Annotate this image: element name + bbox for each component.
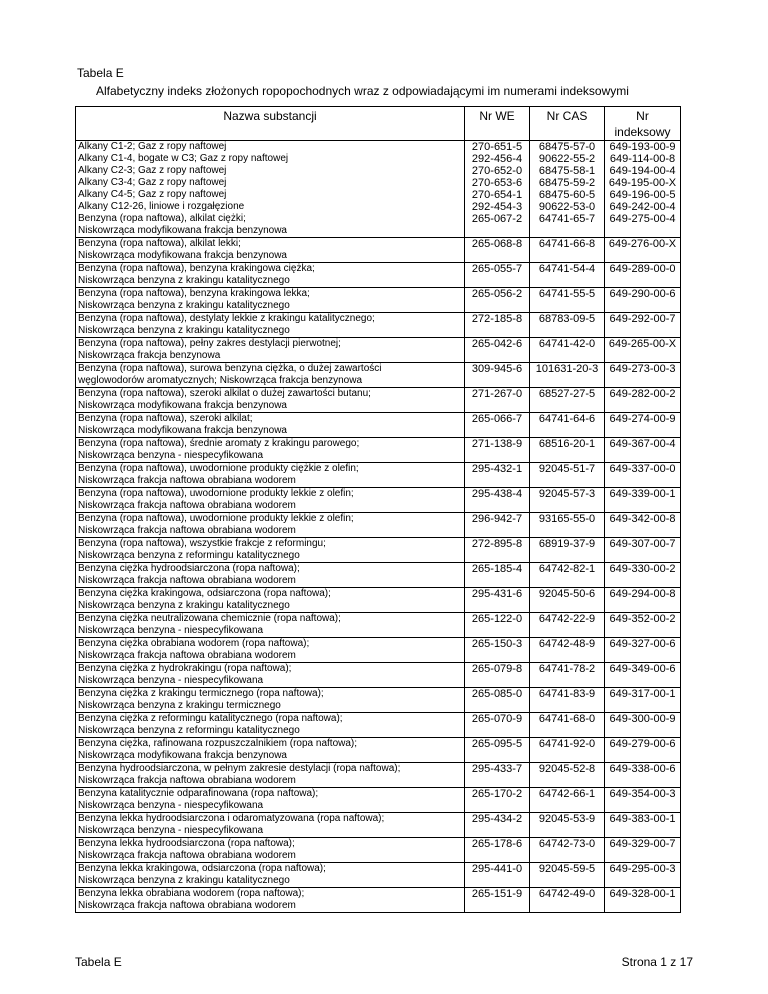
substance-name-cell <box>76 563 465 588</box>
ec-number: 265-055-7 <box>465 263 530 288</box>
substance-name: Benzyna (ropa naftowa), uwodornione produkty lekkie z olefin; <box>78 488 354 499</box>
substance-category: Niskowrząca benzyna - niespecyfikowana <box>78 450 264 461</box>
ec-number: 265-170-2 <box>465 788 530 813</box>
substance-name-cell <box>76 313 465 338</box>
substance-category: Niskowrząca frakcja naftowa obrabiana wodorem <box>78 575 296 586</box>
index-number: 649-242-00-4 <box>609 201 676 213</box>
cas-number: 64741-55-5 <box>530 288 605 313</box>
substance-name: Benzyna katalitycznie odparafinowana (ropa naftowa); <box>78 788 319 799</box>
cas-number: 92045-53-9 <box>530 813 605 838</box>
index-number: 649-194-00-4 <box>609 165 676 177</box>
ec-number: 265-185-4 <box>465 563 530 588</box>
substance-category: Niskowrząca benzyna - niespecyfikowana <box>78 625 264 636</box>
substance-name-cell <box>76 638 465 663</box>
substance-name: Benzyna ciężka, rafinowana rozpuszczalnikiem (ropa naftowa); <box>78 738 358 749</box>
cas-number: 64742-66-1 <box>530 788 605 813</box>
substance-name: Alkany C1-2; Gaz z ropy naftowej <box>78 141 227 152</box>
table-row <box>76 488 681 513</box>
ec-number: 265-056-2 <box>465 288 530 313</box>
substance-category: Niskowrząca benzyna - niespecyfikowana <box>78 825 264 836</box>
substance-name-cell <box>76 488 465 513</box>
index-number: 649-327-00-6 <box>605 638 681 663</box>
substance-category: Niskowrząca frakcja naftowa obrabiana wodorem <box>78 650 296 661</box>
table-row <box>76 238 681 263</box>
index-number: 649-290-00-6 <box>605 288 681 313</box>
ec-number-cell <box>465 141 530 238</box>
ec-number: 265-042-6 <box>465 338 530 363</box>
substance-name-cell <box>76 463 465 488</box>
ec-number: 295-433-7 <box>465 763 530 788</box>
substance-name-cell <box>76 888 465 913</box>
cas-number: 64741-65-7 <box>538 213 596 225</box>
ec-number: 265-066-7 <box>465 413 530 438</box>
cas-number: 64742-48-9 <box>530 638 605 663</box>
cas-number: 68475-59-2 <box>538 177 596 189</box>
table-header-row <box>76 107 681 141</box>
index-number: 649-352-00-2 <box>605 613 681 638</box>
substance-name-cell <box>76 141 465 238</box>
substance-category: Niskowrząca benzyna z reformingu katalitycznego <box>78 725 300 736</box>
index-number: 649-339-00-1 <box>605 488 681 513</box>
substance-name: Benzyna lekka krakingowa, odsiarczona (ropa naftowa); <box>78 863 326 874</box>
substance-name-cell <box>76 713 465 738</box>
substance-category: Niskowrząca benzyna z krakingu termicznego <box>78 700 281 711</box>
substance-category: Niskowrząca frakcja naftowa obrabiana wodorem <box>78 900 296 911</box>
substance-category: Niskowrząca modyfikowana frakcja benzynowa <box>78 250 287 261</box>
ec-number: 265-095-5 <box>465 738 530 763</box>
ec-number: 295-432-1 <box>465 463 530 488</box>
table-row <box>76 838 681 863</box>
table-row <box>76 388 681 413</box>
substance-name: Alkany C4-5; Gaz z ropy naftowej <box>78 189 227 200</box>
cas-number: 64742-22-9 <box>530 613 605 638</box>
substance-name-cell <box>76 613 465 638</box>
ec-number: 265-150-3 <box>465 638 530 663</box>
table-row <box>76 288 681 313</box>
table-row <box>76 613 681 638</box>
substance-name: Benzyna (ropa naftowa), szeroki alkilat; <box>78 413 253 424</box>
ec-number: 265-085-0 <box>465 688 530 713</box>
substance-name-cell <box>76 588 465 613</box>
substance-name-cell <box>76 538 465 563</box>
substance-name: Alkany C3-4; Gaz z ropy naftowej <box>78 177 227 188</box>
index-number: 649-196-00-5 <box>609 189 676 201</box>
ec-number: 265-070-9 <box>465 713 530 738</box>
substance-category: Niskowrząca modyfikowana frakcja benzynowa <box>78 400 287 411</box>
table-row <box>76 563 681 588</box>
substance-name: Benzyna (ropa naftowa), uwodornione produkty lekkie z olefin; <box>78 513 354 524</box>
substance-category: Niskowrząca frakcja naftowa obrabiana wodorem <box>78 525 296 536</box>
table-row <box>76 888 681 913</box>
substance-name: Benzyna ciężka neutralizowana chemicznie (ropa naftowa); <box>78 613 341 624</box>
ec-number: 271-138-9 <box>465 438 530 463</box>
substance-name-cell <box>76 438 465 463</box>
substance-category: Niskowrząca modyfikowana frakcja benzynowa <box>78 750 287 761</box>
table-title: Tabela E <box>77 66 124 80</box>
cas-number: 101631-20-3 <box>530 363 605 388</box>
table-row <box>76 413 681 438</box>
substance-name-cell <box>76 788 465 813</box>
index-number: 649-329-00-7 <box>605 838 681 863</box>
cas-number: 90622-55-2 <box>538 153 596 165</box>
index-number: 649-274-00-9 <box>605 413 681 438</box>
cas-number: 64742-49-0 <box>530 888 605 913</box>
substance-category: Niskowrząca frakcja naftowa obrabiana wodorem <box>78 475 296 486</box>
substance-name: Benzyna hydroodsiarczona, w pełnym zakresie destylacji (ropa naftowa); <box>78 763 401 774</box>
index-number: 649-282-00-2 <box>605 388 681 413</box>
ec-number: 265-068-8 <box>465 238 530 263</box>
substance-name: Benzyna (ropa naftowa), alkilat ciężki; <box>78 213 246 224</box>
substance-category: Niskowrząca benzyna - niespecyfikowana <box>78 800 264 811</box>
substance-category: Niskowrząca benzyna z krakingu katalitycznego <box>78 600 290 611</box>
ec-number: 292-456-4 <box>471 153 523 165</box>
substance-name-cell <box>76 813 465 838</box>
index-number: 649-289-00-0 <box>605 263 681 288</box>
cas-number: 68475-58-1 <box>538 165 596 177</box>
ec-number: 265-122-0 <box>465 613 530 638</box>
substance-name: Benzyna ciężka obrabiana wodorem (ropa naftowa); <box>78 638 310 649</box>
substance-category: Niskowrząca frakcja naftowa obrabiana wodorem <box>78 850 296 861</box>
table-row <box>76 263 681 288</box>
substance-name: Benzyna (ropa naftowa), benzyna krakingowa lekka; <box>78 288 310 299</box>
substance-category: Niskowrząca benzyna - niespecyfikowana <box>78 675 264 686</box>
index-number: 649-273-00-3 <box>605 363 681 388</box>
index-number-cell <box>605 141 681 238</box>
index-number: 649-367-00-4 <box>605 438 681 463</box>
index-number: 649-328-00-1 <box>605 888 681 913</box>
index-number: 649-292-00-7 <box>605 313 681 338</box>
substance-name: Benzyna (ropa naftowa), benzyna krakingowa ciężka; <box>78 263 315 274</box>
substance-category: Niskowrząca benzyna z krakingu katalitycznego <box>78 300 290 311</box>
index-number: 649-276-00-X <box>605 238 681 263</box>
substance-category: Niskowrząca modyfikowana frakcja benzynowa <box>78 225 287 236</box>
substance-category: Niskowrząca modyfikowana frakcja benzynowa <box>78 425 287 436</box>
substance-name-cell <box>76 238 465 263</box>
ec-number: 295-441-0 <box>465 863 530 888</box>
index-number: 649-317-00-1 <box>605 688 681 713</box>
cas-number: 64741-68-0 <box>530 713 605 738</box>
table-row <box>76 338 681 363</box>
ec-number: 270-652-0 <box>471 165 523 177</box>
index-number: 649-342-00-8 <box>605 513 681 538</box>
substance-category: Niskowrząca frakcja naftowa obrabiana wodorem <box>78 500 296 511</box>
substance-name: Benzyna (ropa naftowa), szeroki alkilat o dużej zawartości butanu; <box>78 388 371 399</box>
table-row <box>76 738 681 763</box>
table-row-group <box>76 141 681 238</box>
substance-name-cell <box>76 338 465 363</box>
cas-number: 64742-82-1 <box>530 563 605 588</box>
cas-number: 68516-20-1 <box>530 438 605 463</box>
index-number: 649-265-00-X <box>605 338 681 363</box>
ec-number: 270-651-5 <box>471 141 523 153</box>
substance-category: Niskowrząca benzyna z krakingu katalitycznego <box>78 875 290 886</box>
substance-name: Benzyna (ropa naftowa), średnie aromaty z krakingu parowego; <box>78 438 360 449</box>
substance-name: Benzyna ciężka hydroodsiarczona (ropa naftowa); <box>78 563 300 574</box>
table-subtitle: Alfabetyczny indeks złożonych ropopochodnych wraz z odpowiadającymi im numerami indeksowymi <box>96 84 629 98</box>
index-number: 649-114-00-8 <box>609 153 676 165</box>
cas-number: 92045-57-3 <box>530 488 605 513</box>
cas-number: 68475-57-0 <box>538 141 596 153</box>
header-substance-name: Nazwa substancji <box>76 107 465 141</box>
table-row <box>76 313 681 338</box>
cas-number: 68527-27-5 <box>530 388 605 413</box>
index-number: 649-337-00-0 <box>605 463 681 488</box>
cas-number: 68475-60-5 <box>538 189 596 201</box>
ec-number: 270-653-6 <box>471 177 523 189</box>
ec-number: 295-431-6 <box>465 588 530 613</box>
substance-name: Benzyna lekka obrabiana wodorem (ropa naftowa); <box>78 888 305 899</box>
ec-number: 271-267-0 <box>465 388 530 413</box>
index-number: 649-295-00-3 <box>605 863 681 888</box>
ec-number: 295-434-2 <box>465 813 530 838</box>
substance-name: Alkany C2-3; Gaz z ropy naftowej <box>78 165 227 176</box>
substance-name: Benzyna ciężka z reformingu katalitycznego (ropa naftowa); <box>78 713 343 724</box>
index-number: 649-300-00-9 <box>605 713 681 738</box>
header-cas-number: Nr CAS <box>530 107 605 141</box>
index-number: 649-349-00-6 <box>605 663 681 688</box>
footer-table-name: Tabela E <box>75 955 122 969</box>
table-row <box>76 713 681 738</box>
cas-number: 90622-53-0 <box>538 201 596 213</box>
cas-number-cell <box>530 141 605 238</box>
cas-number: 64741-66-8 <box>530 238 605 263</box>
substance-name-cell <box>76 738 465 763</box>
substance-category: Niskowrząca frakcja naftowa obrabiana wodorem <box>78 775 296 786</box>
cas-number: 64741-42-0 <box>530 338 605 363</box>
substance-name: Benzyna (ropa naftowa), destylaty lekkie z krakingu katalitycznego; <box>78 313 375 324</box>
substance-name: Benzyna (ropa naftowa), uwodornione produkty ciężkie z olefin; <box>78 463 359 474</box>
ec-number: 296-942-7 <box>465 513 530 538</box>
cas-number: 64742-73-0 <box>530 838 605 863</box>
header-index-number: Nr indeksowy <box>605 107 681 141</box>
ec-number: 270-654-1 <box>471 189 523 201</box>
cas-number: 68783-09-5 <box>530 313 605 338</box>
substance-name-cell <box>76 413 465 438</box>
cas-number: 92045-52-8 <box>530 763 605 788</box>
ec-number: 295-438-4 <box>465 488 530 513</box>
substance-category: Niskowrząca frakcja benzynowa <box>78 350 221 361</box>
cas-number: 93165-55-0 <box>530 513 605 538</box>
index-number: 649-294-00-8 <box>605 588 681 613</box>
table-row <box>76 663 681 688</box>
table-row <box>76 463 681 488</box>
index-number: 649-354-00-3 <box>605 788 681 813</box>
index-number: 649-279-00-6 <box>605 738 681 763</box>
cas-number: 92045-59-5 <box>530 863 605 888</box>
header-ec-number: Nr WE <box>465 107 530 141</box>
ec-number: 309-945-6 <box>465 363 530 388</box>
substance-name-cell <box>76 838 465 863</box>
index-number: 649-338-00-6 <box>605 763 681 788</box>
cas-number: 64741-83-9 <box>530 688 605 713</box>
substance-index-table <box>75 106 681 913</box>
substance-name: Benzyna (ropa naftowa), surowa benzyna ciężka, o dużej zawartości <box>78 363 382 374</box>
substance-category: Niskowrząca benzyna z reformingu katalitycznego <box>78 550 300 561</box>
substance-name: Benzyna (ropa naftowa), pełny zakres destylacji pierwotnej; <box>78 338 341 349</box>
substance-name: Benzyna (ropa naftowa), wszystkie frakcje z reformingu; <box>78 538 326 549</box>
cas-number: 68919-37-9 <box>530 538 605 563</box>
substance-name-cell <box>76 363 465 388</box>
substance-name: Benzyna ciężka krakingowa, odsiarczona (ropa naftowa); <box>78 588 331 599</box>
ec-number: 265-067-2 <box>471 213 523 225</box>
table-row <box>76 438 681 463</box>
substance-name-cell <box>76 863 465 888</box>
substance-category: węglowodorów aromatycznych; Niskowrząca frakcja benzynowa <box>78 375 363 386</box>
substance-name: Alkany C1-4, bogate w C3; Gaz z ropy naftowej <box>78 153 289 164</box>
ec-number: 265-151-9 <box>465 888 530 913</box>
table-row <box>76 363 681 388</box>
index-number: 649-195-00-X <box>608 177 677 189</box>
table-row <box>76 788 681 813</box>
cas-number: 64741-64-6 <box>530 413 605 438</box>
substance-name-cell <box>76 263 465 288</box>
table-row <box>76 638 681 663</box>
substance-name: Benzyna (ropa naftowa), alkilat lekki; <box>78 238 241 249</box>
table-row <box>76 588 681 613</box>
ec-number: 265-079-8 <box>465 663 530 688</box>
substance-name-cell <box>76 388 465 413</box>
substance-name: Benzyna lekka hydroodsiarczona i odaromatyzowana (ropa naftowa); <box>78 813 385 824</box>
table-row <box>76 513 681 538</box>
table-row <box>76 813 681 838</box>
cas-number: 92045-51-7 <box>530 463 605 488</box>
ec-number: 265-178-6 <box>465 838 530 863</box>
substance-name: Benzyna ciężka z hydrokrakingu (ropa naftowa); <box>78 663 292 674</box>
index-number: 649-307-00-7 <box>605 538 681 563</box>
ec-number: 292-454-3 <box>471 201 523 213</box>
cas-number: 64741-92-0 <box>530 738 605 763</box>
table-row <box>76 763 681 788</box>
substance-name-cell <box>76 663 465 688</box>
cas-number: 92045-50-6 <box>530 588 605 613</box>
substance-name-cell <box>76 763 465 788</box>
substance-name-cell <box>76 288 465 313</box>
cas-number: 64741-78-2 <box>530 663 605 688</box>
table-row <box>76 688 681 713</box>
index-number: 649-383-00-1 <box>605 813 681 838</box>
substance-category: Niskowrząca benzyna z krakingu katalitycznego <box>78 325 290 336</box>
cas-number: 64741-54-4 <box>530 263 605 288</box>
substance-name: Benzyna lekka hydroodsiarczona (ropa naftowa); <box>78 838 295 849</box>
index-number: 649-275-00-4 <box>609 213 676 225</box>
index-number: 649-330-00-2 <box>605 563 681 588</box>
substance-category: Niskowrząca benzyna z krakingu katalitycznego <box>78 275 290 286</box>
index-number: 649-193-00-9 <box>609 141 676 153</box>
table-row <box>76 538 681 563</box>
substance-name: Benzyna ciężka z krakingu termicznego (ropa naftowa); <box>78 688 324 699</box>
ec-number: 272-895-8 <box>465 538 530 563</box>
substance-name-cell <box>76 688 465 713</box>
table-row <box>76 863 681 888</box>
ec-number: 272-185-8 <box>465 313 530 338</box>
table-body <box>76 141 681 913</box>
footer-page-number: Strona 1 z 17 <box>621 955 693 969</box>
substance-name: Alkany C12-26, liniowe i rozgałęzione <box>78 201 245 212</box>
substance-name-cell <box>76 513 465 538</box>
